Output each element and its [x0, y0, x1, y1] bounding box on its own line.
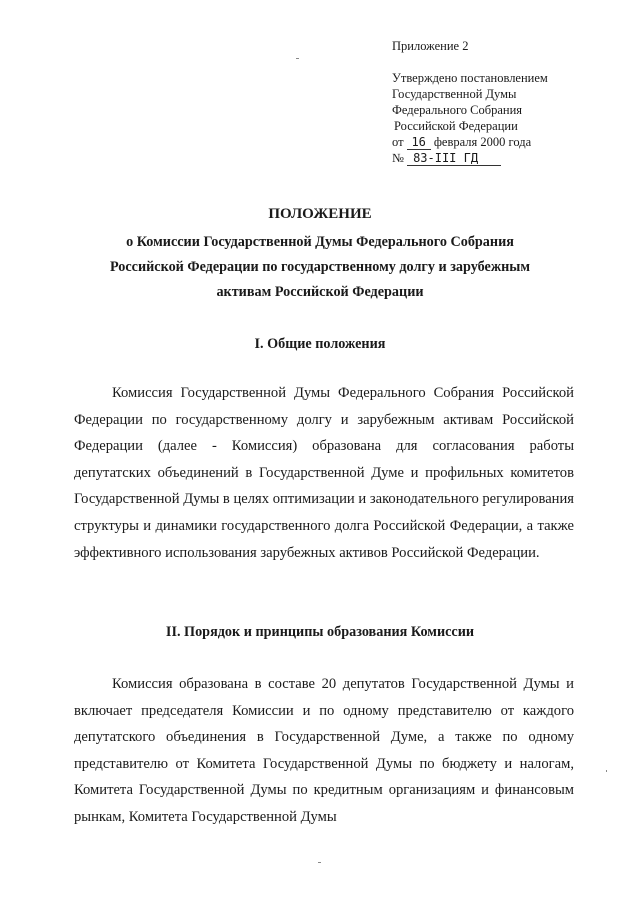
approval-stamp: [392, 38, 622, 166]
document-title-block: [60, 202, 580, 305]
date-prefix: от: [392, 135, 404, 149]
scan-speck: [296, 58, 299, 59]
approval-line-4: Российской Федерации: [394, 119, 518, 133]
section-2-paragraph: Комиссия образована в составе 20 депутатов Государственной Думы и включает председателя Комиссии и по одному представителю от каждого депутатского объединения в Государственной Думе, а также по одному представителю от Комитета Государственной Думы по бюджету и налогам, Комитета Государственной Думы по кредитным организациям и финансовым рынкам, Комитета Государственной Думы: [74, 676, 574, 825]
number-value: 83-III ГД: [407, 152, 501, 166]
number-prefix: №: [392, 151, 404, 165]
title-line-1: о Комиссии Государственной Думы Федерального Собрания: [126, 234, 514, 250]
title-line-3: активам Российской Федерации: [216, 284, 424, 300]
approval-line-3: Федерального Собрания: [392, 103, 523, 117]
appendix-label: Приложение 2: [392, 39, 469, 53]
section-1-heading: I. Общие положения: [254, 336, 386, 352]
scan-speck: [318, 862, 321, 863]
approval-line-2: Государственной Думы: [392, 87, 517, 101]
date-rest: февраля 2000 года: [433, 135, 532, 149]
document-title: ПОЛОЖЕНИЕ: [268, 206, 372, 222]
approval-number: [392, 150, 622, 166]
approval-date: [392, 134, 622, 150]
approval-line-1: Утверждено постановлением: [392, 71, 548, 85]
date-day: 16: [407, 136, 431, 150]
section-1-paragraph: Комиссия Государственной Думы Федерального Собрания Российской Федерации по государственному долгу и зарубежным активам Российской Федерации (далее - Комиссия) образована для согласования работы депутатских объединений в Государственной Думе и профильных комитетов Государственной Думы в целях оптимизации и законодательного регулирования структуры и динамики государственного долга Российской Федерации, а также эффективного использования зарубежных активов Российской Федерации.: [74, 385, 574, 561]
section-2-heading: II. Порядок и принципы образования Комиссии: [165, 624, 475, 640]
scan-speck: [606, 770, 607, 772]
title-line-2: Российской Федерации по государственному долгу и зарубежным: [109, 259, 531, 275]
